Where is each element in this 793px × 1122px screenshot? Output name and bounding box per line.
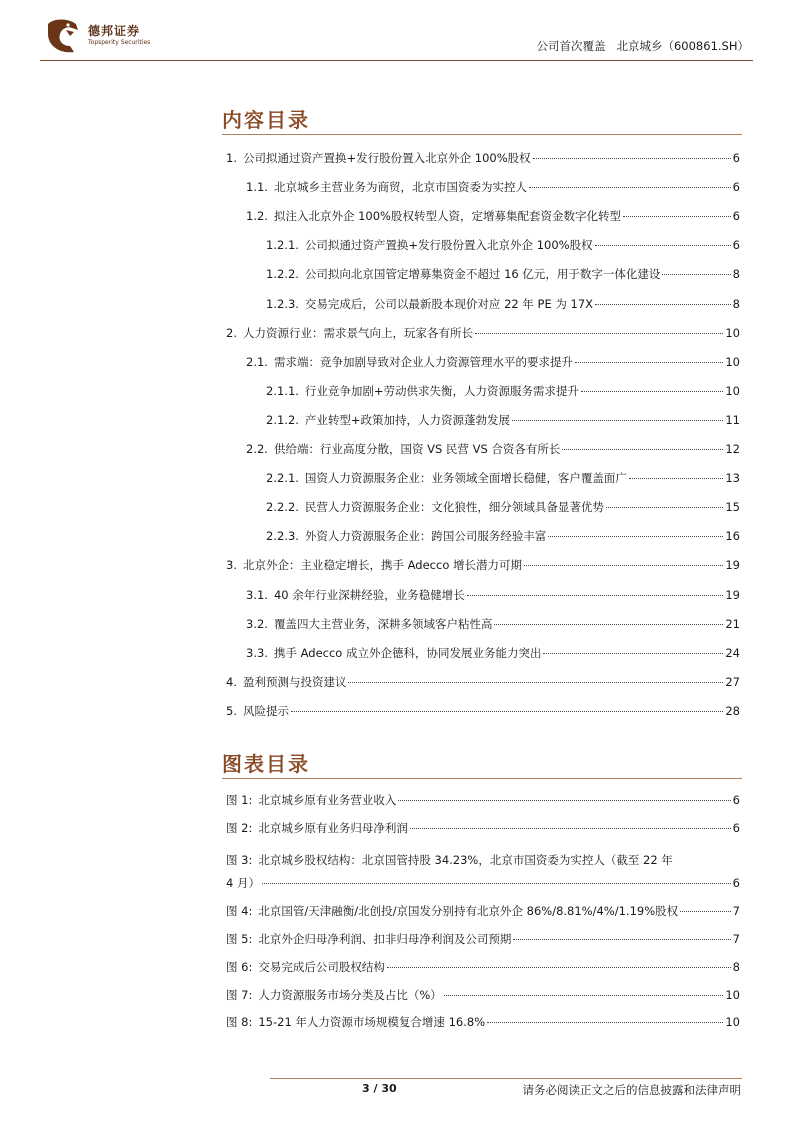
figure-entry[interactable] xyxy=(226,1014,740,1036)
figure-entry-label: 图 4: xyxy=(226,904,253,919)
toc-dot-leader xyxy=(512,420,723,421)
toc-entry-page: 8 xyxy=(732,267,740,282)
toc-entry[interactable] xyxy=(266,266,740,288)
toc-entry-page: 27 xyxy=(725,674,740,689)
toc-entry-number: 1. xyxy=(226,151,237,165)
toc-entry-number: 1.2.3. xyxy=(266,296,299,311)
figure-entry[interactable] xyxy=(226,792,740,814)
toc-entry-page: 6 xyxy=(732,151,740,165)
figure-dot-leader xyxy=(387,967,731,968)
toc-entry[interactable] xyxy=(246,587,740,609)
toc-dot-leader xyxy=(595,304,731,305)
company-ticker: 北京城乡（600861.SH） xyxy=(616,39,749,53)
toc-dot-leader xyxy=(629,478,723,479)
figure-dot-leader xyxy=(487,1022,723,1023)
toc-entry-page: 10 xyxy=(725,325,740,340)
toc-entry-page: 15 xyxy=(725,500,740,515)
toc-entry-page: 12 xyxy=(725,442,740,456)
toc-entry-page: 28 xyxy=(725,703,740,718)
toc-entry[interactable] xyxy=(266,412,740,434)
toc-entry-title: 行业竞争加剧+劳动供求失衡，人力资源服务需求提升 xyxy=(304,383,580,398)
figure-entry[interactable] xyxy=(226,987,740,1009)
figure-dot-leader xyxy=(398,800,730,801)
toc-dot-leader xyxy=(494,624,723,625)
figure-entry-label: 图 5: xyxy=(226,932,253,946)
toc-entry-title: 北京城乡主营业务为商贸，北京市国资委为实控人 xyxy=(273,180,527,195)
toc-dot-leader xyxy=(529,187,731,188)
toc-entry-title: 风险提示 xyxy=(242,703,289,718)
toc-dot-leader xyxy=(543,653,723,654)
toc-entry-number: 2. xyxy=(226,325,237,340)
toc-entry-page: 16 xyxy=(725,529,740,544)
toc-entry-number: 2.2.2. xyxy=(266,500,299,515)
toc-entry-number: 1.2.2. xyxy=(266,267,299,282)
figure-dot-leader xyxy=(410,828,731,829)
toc-entry-title: 40 余年行业深耕经验，业务稳健增长 xyxy=(273,587,465,602)
toc-entry-page: 6 xyxy=(732,180,740,195)
toc-entry-title: 外资人力资源服务企业：跨国公司服务经验丰富 xyxy=(304,529,547,544)
toc-dot-leader xyxy=(662,274,730,275)
figure-entry-label: 图 7: xyxy=(226,987,253,1002)
figure-entry-label: 图 8: xyxy=(226,1015,253,1030)
footer-divider xyxy=(270,1078,742,1079)
figure-entry[interactable] xyxy=(226,852,673,868)
figure-entry-page: 10 xyxy=(725,987,740,1002)
figure-entry-title: 北京城乡原有业务营业收入 xyxy=(258,793,397,807)
toc-entry-title: 民营人力资源服务企业：文化狼性，细分领域具备显著优势 xyxy=(304,500,604,515)
toc-title-divider xyxy=(222,134,742,135)
toc-entry-page: 10 xyxy=(725,354,740,369)
toc-entry[interactable] xyxy=(246,354,740,376)
figure-entry-label: 图 2: xyxy=(226,820,253,835)
toc-entry-page: 8 xyxy=(732,296,740,311)
toc-dot-leader xyxy=(524,565,723,566)
figure-dot-leader xyxy=(680,911,731,912)
figure-entry-title: 交易完成后公司股权结构 xyxy=(258,959,385,974)
figure-entry-title: 北京国管/天津融衡/北创投/京国发分别持有北京外企 86%/8.81%/4%/1.19%股权 xyxy=(258,904,679,919)
company-logo xyxy=(44,16,194,56)
header-divider xyxy=(40,60,753,61)
figure-dot-leader xyxy=(262,883,731,884)
logo-name: 德邦证券 xyxy=(88,24,141,38)
figure-entry[interactable] xyxy=(226,959,740,981)
toc-entry[interactable] xyxy=(226,557,740,579)
toc-entry[interactable] xyxy=(246,208,740,230)
toc-dot-leader xyxy=(581,391,723,392)
figure-entry-title: 人力资源服务市场分类及占比（%） xyxy=(258,987,442,1002)
toc-dot-leader xyxy=(348,682,723,683)
toc-entry-number: 3. xyxy=(226,558,237,573)
figure-entry-page: 6 xyxy=(732,820,740,835)
toc-title: 内容目录 xyxy=(222,108,310,132)
toc-entry[interactable] xyxy=(246,616,740,638)
toc-entry-title: 公司拟通过资产置换+发行股份置入北京外企 100%股权 xyxy=(304,238,593,253)
toc-entry-number: 1.1. xyxy=(246,180,268,195)
toc-entry-title: 国资人力资源服务企业：业务领域全面增长稳健，客户覆盖面广 xyxy=(304,471,627,486)
figure-entry[interactable] xyxy=(226,903,740,925)
figure-entry-title: 15-21 年人力资源市场规模复合增速 16.8% xyxy=(258,1015,486,1030)
toc-dot-leader xyxy=(475,333,723,334)
figure-dot-leader xyxy=(444,995,724,996)
figure-entry[interactable] xyxy=(226,820,740,842)
toc-entry[interactable] xyxy=(266,383,740,405)
toc-entry-title: 交易完成后，公司以最新股本现价对应 22 年 PE 为 17X xyxy=(304,296,594,311)
toc-entry-number: 3.3. xyxy=(246,645,268,660)
figure-entry-page: 7 xyxy=(732,904,740,919)
toc-entry-title: 公司拟通过资产置换+发行股份置入北京外企 100%股权 xyxy=(242,151,531,165)
toc-entry-number: 5. xyxy=(226,703,237,718)
toc-entry-page: 19 xyxy=(725,558,740,573)
toc-entry-page: 6 xyxy=(732,238,740,253)
toc-dot-leader xyxy=(291,711,723,712)
toc-entry-title: 供给端：行业高度分散，国资 VS 民营 VS 合资各有所长 xyxy=(273,442,561,456)
toc-entry[interactable] xyxy=(266,499,740,521)
toc-entry-title: 北京外企：主业稳定增长，携手 Adecco 增长潜力可期 xyxy=(242,558,523,573)
toc-entry-title: 覆盖四大主营业务，深耕多领域客户粘性高 xyxy=(273,616,493,631)
legal-disclaimer: 请务必阅读正文之后的信息披露和法律声明 xyxy=(522,1083,741,1097)
toc-entry-page: 21 xyxy=(725,616,740,631)
toc-entry[interactable] xyxy=(246,441,740,463)
toc-entry-number: 2.2. xyxy=(246,442,268,456)
toc-entry[interactable] xyxy=(226,325,740,347)
toc-entry[interactable] xyxy=(226,674,740,696)
toc-entry[interactable] xyxy=(266,296,740,318)
toc-entry-number: 2.1.1. xyxy=(266,383,299,398)
toc-entry[interactable] xyxy=(266,237,740,259)
toc-entry-number: 1.2.1. xyxy=(266,238,299,253)
figure-entry-page: 6 xyxy=(732,876,740,891)
figures-title: 图表目录 xyxy=(222,752,310,776)
page-number: 3 / 30 xyxy=(362,1082,397,1095)
toc-entry-page: 10 xyxy=(725,383,740,398)
header-report-info xyxy=(537,38,749,54)
toc-entry[interactable] xyxy=(266,528,740,550)
toc-entry-number: 3.2. xyxy=(246,616,268,631)
toc-dot-leader xyxy=(575,362,723,363)
figures-title-divider xyxy=(222,778,742,779)
toc-entry-title: 人力资源行业：需求景气向上，玩家各有所长 xyxy=(242,325,473,340)
toc-dot-leader xyxy=(595,245,731,246)
figure-entry-title: 北京外企归母净利润、扣非归母净利润及公司预期 xyxy=(258,932,512,946)
figure-entry-continuation[interactable] xyxy=(226,875,740,897)
toc-entry[interactable] xyxy=(266,470,740,492)
toc-dot-leader xyxy=(623,216,731,217)
toc-entry-page: 19 xyxy=(725,587,740,602)
toc-dot-leader xyxy=(562,449,723,450)
toc-dot-leader xyxy=(533,158,731,159)
figure-entry-label: 图 3: xyxy=(226,852,253,867)
figure-entry-page: 10 xyxy=(725,1015,740,1030)
toc-entry[interactable] xyxy=(246,645,740,667)
toc-entry-number: 1.2. xyxy=(246,209,268,224)
toc-entry-page: 13 xyxy=(725,471,740,486)
figure-dot-leader xyxy=(513,939,730,940)
figure-entry-label: 图 6: xyxy=(226,959,253,974)
page-header xyxy=(40,10,753,56)
toc-dot-leader xyxy=(606,507,723,508)
toc-entry[interactable] xyxy=(226,703,740,725)
dragon-logo-icon xyxy=(44,16,82,54)
toc-entry[interactable] xyxy=(246,179,740,201)
toc-entry-number: 2.1. xyxy=(246,354,268,369)
figure-entry-title-continued: 4 月） xyxy=(226,876,260,891)
figure-entry-label: 图 1: xyxy=(226,793,253,807)
toc-entry-page: 24 xyxy=(725,645,740,660)
report-type: 公司首次覆盖 xyxy=(536,39,606,53)
toc-dot-leader xyxy=(548,536,723,537)
figure-entry[interactable] xyxy=(226,931,740,953)
figure-entry-title: 北京城乡股权结构：北京国管持股 34.23%，北京市国资委为实控人（截至 22 年 xyxy=(258,852,673,867)
toc-entry-number: 3.1. xyxy=(246,587,268,602)
toc-entry-number: 2.1.2. xyxy=(266,412,299,427)
toc-entry-number: 2.2.3. xyxy=(266,529,299,544)
logo-english-name: Topsperity Securities xyxy=(88,39,151,46)
figure-entry-title: 北京城乡原有业务归母净利润 xyxy=(258,820,408,835)
toc-entry-title: 携手 Adecco 成立外企德科，协同发展业务能力突出 xyxy=(273,645,542,660)
figure-entry-page: 8 xyxy=(732,959,740,974)
toc-entry-title: 公司拟向北京国管定增募集资金不超过 16 亿元，用于数字一体化建设 xyxy=(304,267,661,282)
toc-entry-page: 11 xyxy=(725,412,740,427)
toc-entry-title: 盈利预测与投资建议 xyxy=(242,674,347,689)
figure-entry-page: 7 xyxy=(732,932,740,946)
toc-dot-leader xyxy=(467,595,724,596)
toc-entry-title: 拟注入北京外企 100%股权转型人资，定增募集配套资金数字化转型 xyxy=(273,209,621,224)
toc-entry-title: 产业转型+政策加持，人力资源蓬勃发展 xyxy=(304,412,511,427)
toc-entry[interactable] xyxy=(226,150,740,172)
toc-entry-page: 6 xyxy=(732,209,740,224)
toc-entry-number: 4. xyxy=(226,674,237,689)
toc-entry-title: 需求端：竞争加剧导致对企业人力资源管理水平的要求提升 xyxy=(273,354,573,369)
toc-entry-number: 2.2.1. xyxy=(266,471,299,486)
figure-entry-page: 6 xyxy=(732,793,740,807)
